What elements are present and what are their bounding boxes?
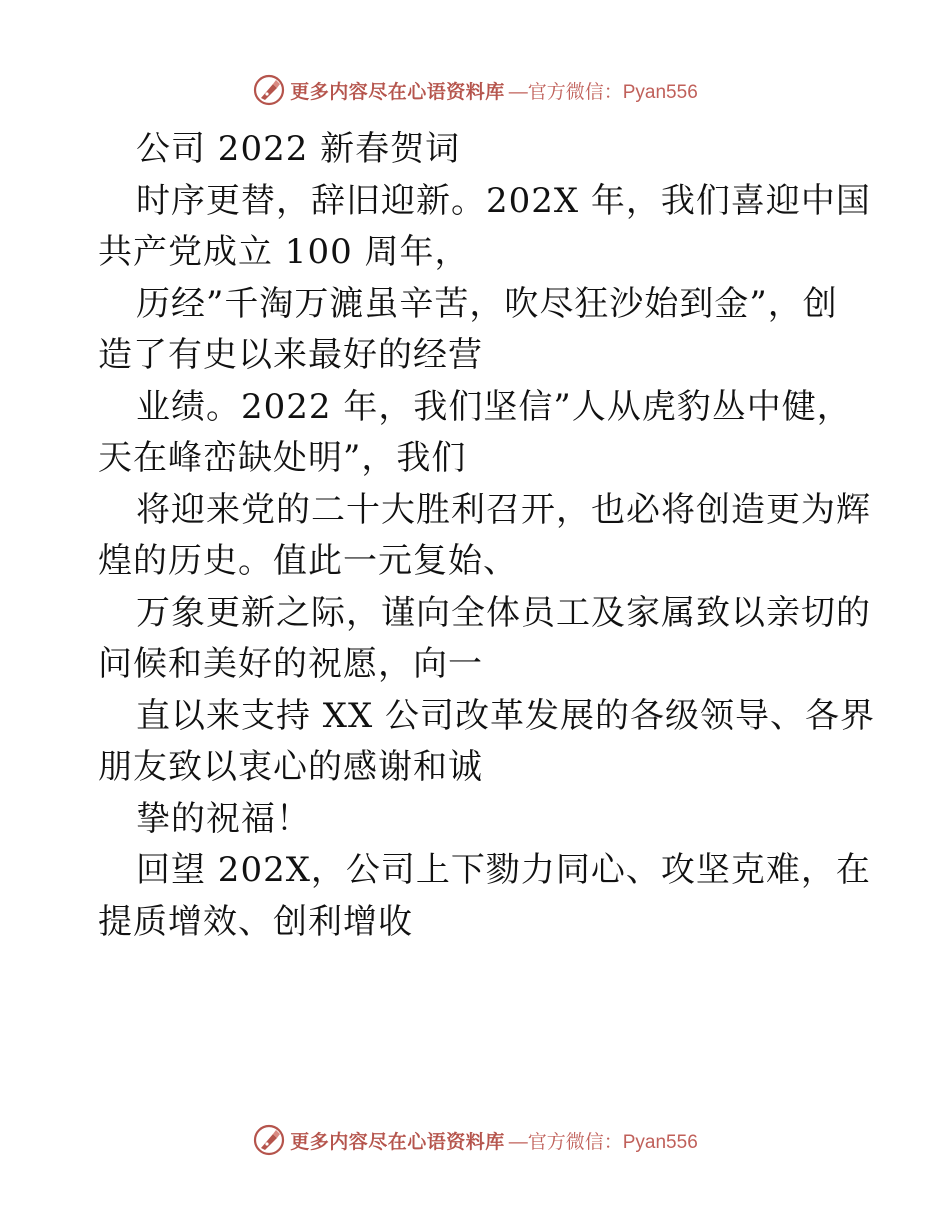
- pen-nib-logo-icon: [252, 73, 286, 107]
- text-line: 天在峰峦缺处明”，我们: [98, 438, 467, 478]
- text-line: 将迎来党的二十大胜利召开，也必将创造更为辉: [136, 489, 871, 530]
- footer-banner: [0, 1120, 950, 1160]
- text-line: 提质增效、创利增收: [98, 901, 413, 942]
- document-body: [98, 124, 876, 948]
- banner-wechat-text: —官方微信：Pyan556: [508, 1131, 698, 1153]
- text-line: 万象更新之际，谨向全体员工及家属致以亲切的: [136, 592, 871, 633]
- text-line: 共产党成立 100 周年，: [98, 232, 470, 272]
- text-line: 业绩。2022 年，我们坚信”人从虎豹丛中健，: [136, 386, 852, 427]
- text-line: 历经”千淘万漉虽辛苦，吹尽狂沙始到金”，创: [136, 283, 838, 324]
- banner-wechat-text: —官方微信：Pyan556: [508, 81, 698, 103]
- pen-nib-logo-icon: [252, 1123, 286, 1157]
- text-line: 挚的祝福！: [136, 798, 311, 839]
- text-line: 时序更替，辞旧迎新。202X 年，我们喜迎中国: [136, 180, 871, 221]
- banner-promo-text: 更多内容尽在心语资料库: [290, 1130, 505, 1153]
- text-line: 回望 202X，公司上下勠力同心、攻坚克难，在: [136, 850, 871, 890]
- text-line: 造了有史以来最好的经营: [98, 335, 483, 375]
- text-line: 煌的历史。值此一元复始、: [98, 541, 518, 581]
- text-line: 问候和美好的祝愿，向一: [98, 644, 483, 684]
- text-line: 直以来支持 XX 公司改革发展的各级领导、各界: [136, 695, 876, 736]
- banner-promo-text: 更多内容尽在心语资料库: [290, 80, 505, 103]
- header-banner: [0, 70, 950, 110]
- text-line: 朋友致以衷心的感谢和诚: [98, 747, 483, 787]
- document-title: 公司 2022 新春贺词: [136, 129, 461, 169]
